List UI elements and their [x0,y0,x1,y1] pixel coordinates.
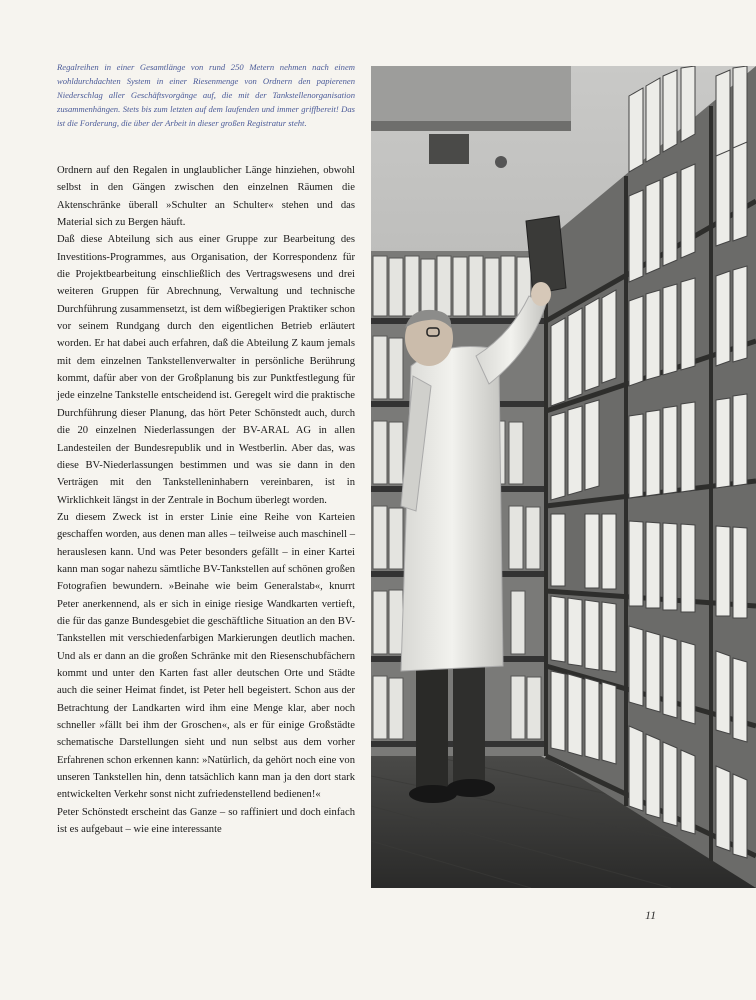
page-number: 11 [645,908,657,922]
archive-photo [371,66,756,888]
paragraph: Peter Schönstedt erscheint das Ganze – so raffiniert und doch einfach ist es aufgebaut – wie eine interessante [57,806,355,836]
archive-photo-illustration [371,66,756,888]
paragraph: Zu diesem Zweck ist in erster Linie eine Reihe von Karteien geschaffen worden, aus denen man alles – teilweise auch maschinell – herauslesen kann. Und was Peter besonders gefällt – in einer Kartei kann man sogar nahezu sämtliche BV-Tankstellen auf schönen großen Fotografien bewundern. »Beinahe wie beim Generalstab«, knurrt Peter anerkennend, als er sich in einige riesige Wandkarten vertieft, die für das ganze Bundesgebiet die geschäftliche Situation an den BV-Tankstellen mit verschiedenfarbigen Markierungen deutlich machen. Und als er dann an die großen Schränke mit den Riesenschubfächern kommt und unter den Karten fast aller deutschen Orte und Städte auch die seiner Heimat findet, ist Peter hell begeistert. Schon aus der Betrachtung der Landkarten wird ihm eine Menge klar, aber noch schneller »fällt bei ihm der Groschen«, als er für einige Großstädte schematische Darstellungen sieht und nun selbst aus dem vorher Erfahrenen schon erkennen kann: »Natürlich, da gehört noch eine von unseren Tankstellen hin, denn tatsächlich kann man ja den dort stark entwickelten Verkehr sonst nicht zufriedenstellend bedienen!« [57,511,355,801]
article-body [57,162,355,838]
photo-caption: Regalreihen in einer Gesamtlänge von rund 250 Metern nehmen nach einem wohldurchdachten System in einer Riesenmenge von Ordnern den papierenen Niederschlag aller Geschäftsvorgänge auf, die mit der Tankstellenorganisation zusammenhängen. Stets bis zum letzten auf dem laufenden und immer griffbereit! Das ist die Forderung, die über der Arbeit in dieser großen Registratur steht. [57,62,355,128]
paragraph: Daß diese Abteilung sich aus einer Gruppe zur Bearbeitung des Investitions-Programmes, aus Organisation, der Korrespondenz für die Projektbearbeitung einschließlich des Vertragswesens und drei weiteren Gruppen für Abrechnung, Verwaltung und technische Durchführung zusammensetzt, ist dem wißbegierigen Praktiker schon vor seinem Rundgang durch den eigentlichen Betrieb erläutert worden. Er hat dabei auch erfahren, daß die Abteilung Z kaum jemals mit dem einzelnen Tankstellenverwalter in persönliche Berührung kommt, dafür aber von der Großplanung bis zur Punktfestlegung für jede einzelne Tankstelle entscheidend ist. Geregelt wird die praktische Durchführung dieser Planung, das hört Peter Schönstedt auch, durch die 20 einzelnen Niederlassungen der BV-ARAL AG in allen Landesteilen der Bundesrepublik und in Westberlin. Aber das, was diese BV-Niederlassungen bestimmen und was sie dann in den Verträgen mit den Tankstelleninhabern vereinbaren, ist in Wirklichkeit längst in der Zentrale in Bochum überlegt worden. [57,234,355,506]
paragraph: Ordnern auf den Regalen in unglaublicher Länge hinziehen, obwohl selbst in den Gängen zwischen den einzelnen Räumen die Aktenschränke überall »Schulter an Schulter« stehen und das Material sich zu Bergen häuft. [57,165,355,229]
